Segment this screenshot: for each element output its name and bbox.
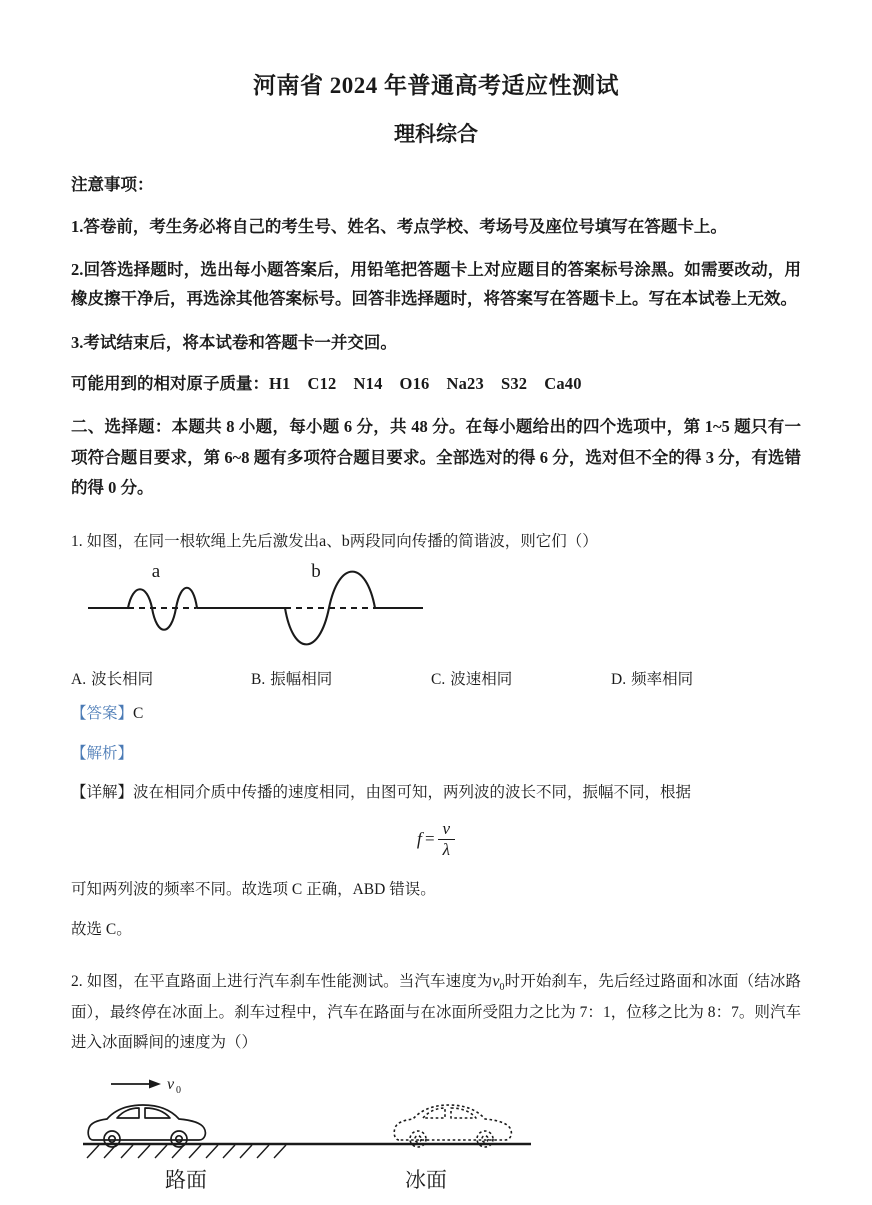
wave-b-label: b bbox=[311, 561, 321, 583]
option-c-key: C. bbox=[431, 671, 446, 689]
question-1-body-before: 如图，在同一根软绳上先后激发出 bbox=[86, 532, 320, 550]
question-1-text bbox=[71, 526, 801, 557]
option-b-text: 振幅相同 bbox=[270, 671, 333, 689]
atomic-mass-c: C12 bbox=[307, 373, 337, 393]
formula-lhs: f bbox=[416, 828, 422, 849]
notice-item-3: 3.考试结束后，将本试卷和答题卡一并交回。 bbox=[71, 332, 397, 352]
atomic-mass-n: N14 bbox=[353, 373, 383, 393]
analysis-tag: 【解析】 bbox=[71, 744, 134, 762]
atomic-mass-na: Na23 bbox=[446, 373, 484, 393]
question-2-v0-subscript: 0 bbox=[499, 982, 505, 994]
question-2-body-part2: 时开始刹车，先后经过路面和冰面（结冰路面），最终停在冰面上。刹车过程中，汽车在路面与在冰面所受阻力之比为 7：1，位移之比为 8：7。则汽车进入冰面瞬间的速度为（ bbox=[71, 973, 801, 1052]
analysis-line bbox=[71, 739, 801, 768]
final-choice-line: 故选 C。 bbox=[71, 920, 132, 938]
option-a-key: A. bbox=[71, 671, 87, 689]
answer-tag: 【答案】 bbox=[71, 705, 134, 723]
question-2-body-part1: 如图，在平直路面上进行汽车刹车性能测试。当汽车速度为 bbox=[86, 973, 493, 991]
velocity-label-subscript: 0 bbox=[176, 1085, 181, 1097]
atomic-mass-ca: Ca40 bbox=[544, 373, 582, 393]
answer-line bbox=[71, 699, 801, 728]
atomic-mass-values bbox=[269, 374, 599, 393]
section-intro: 二、选择题：本题共 8 小题，每小题 6 分，共 48 分。在每小题给出的四个选项中，第 1~5 题只有一项符合题目要求，第 6~8 题有多项符合题目要求。全部选对的得 6 分，选对但不全的得 3 分，有选错的得 0 分。 bbox=[71, 417, 801, 498]
option-a[interactable] bbox=[71, 667, 251, 689]
notice-heading: 注意事项： bbox=[71, 174, 154, 194]
formula-denominator: λ bbox=[438, 839, 456, 860]
question-1-paren-close: ） bbox=[582, 532, 598, 550]
question-1-inline-label-b: b bbox=[341, 532, 350, 550]
option-c[interactable] bbox=[431, 667, 611, 689]
page-title: 河南省 2024 年普通高考适应性测试 bbox=[253, 73, 619, 98]
wave-figure bbox=[71, 561, 801, 653]
option-a-text: 波长相同 bbox=[91, 671, 154, 689]
question-1-options bbox=[71, 667, 801, 689]
notice-item-2: 2.回答选择题时，选出每小题答案后，用铅笔把答题卡上对应题目的答案标号涂黑。如需要改动，用橡皮擦干净后，再选涂其他答案标号。回答非选择题时，将答案写在答题卡上。写在本试卷上无效。 bbox=[71, 259, 801, 309]
option-b-key: B. bbox=[251, 671, 266, 689]
question-2-paren-close: ） bbox=[241, 1034, 258, 1052]
question-2-v0-symbol bbox=[492, 973, 505, 994]
page-content bbox=[71, 0, 801, 1205]
wave-a-label: a bbox=[151, 561, 161, 583]
detail-tag: 【详解】 bbox=[71, 784, 134, 801]
option-b[interactable] bbox=[251, 667, 431, 689]
detail-line bbox=[71, 778, 801, 807]
wave-figure-svg bbox=[71, 561, 801, 653]
option-d[interactable] bbox=[611, 667, 791, 689]
question-2-v0-base: v bbox=[492, 973, 500, 991]
car-braking-figure bbox=[71, 1070, 801, 1205]
ice-surface-label: 冰面 bbox=[405, 1168, 447, 1193]
notice-item-1: 1.答卷前，考生务必将自己的考生号、姓名、考点学校、考场号及座位号填写在答题卡上。 bbox=[71, 216, 727, 236]
option-d-text: 频率相同 bbox=[631, 671, 694, 689]
detail-text: 波在相同介质中传播的速度相同，由图可知，两列波的波长不同，振幅不同，根据 bbox=[133, 784, 692, 801]
conclusion-line: 可知两列波的频率不同。故选项 C 正确，ABD 错误。 bbox=[71, 881, 436, 899]
option-d-key: D. bbox=[611, 671, 627, 689]
atomic-mass-s: S32 bbox=[500, 373, 528, 393]
formula-equals: = bbox=[424, 829, 435, 849]
question-1-inline-label-a: a bbox=[319, 532, 327, 550]
car-on-road-icon bbox=[88, 1105, 205, 1147]
question-1-inline-sep: 、 bbox=[326, 532, 342, 550]
car-on-ice-icon bbox=[394, 1105, 511, 1147]
formula-frequency bbox=[71, 819, 801, 865]
formula-fraction bbox=[438, 819, 456, 859]
road-hatching bbox=[87, 1145, 286, 1158]
question-2-text bbox=[71, 966, 801, 1058]
road-surface-label: 路面 bbox=[165, 1168, 207, 1193]
question-1-body-after: 两段同向传播的简谐波，则它们（ bbox=[349, 532, 583, 550]
atomic-mass-line bbox=[71, 371, 801, 397]
car-figure-svg bbox=[71, 1070, 801, 1205]
formula-numerator: v bbox=[442, 819, 451, 839]
answer-value: C bbox=[133, 705, 144, 723]
atomic-mass-o: O16 bbox=[399, 373, 430, 393]
atomic-mass-h: H1 bbox=[269, 373, 291, 393]
question-1-number: 1. bbox=[71, 532, 83, 550]
question-2-number: 2. bbox=[71, 973, 83, 991]
atomic-mass-label: 可能用到的相对原子质量： bbox=[71, 373, 269, 393]
velocity-arrow bbox=[111, 1080, 161, 1089]
page-subtitle: 理科综合 bbox=[394, 121, 478, 146]
velocity-label-v: v bbox=[167, 1076, 175, 1094]
option-c-text: 波速相同 bbox=[450, 671, 513, 689]
